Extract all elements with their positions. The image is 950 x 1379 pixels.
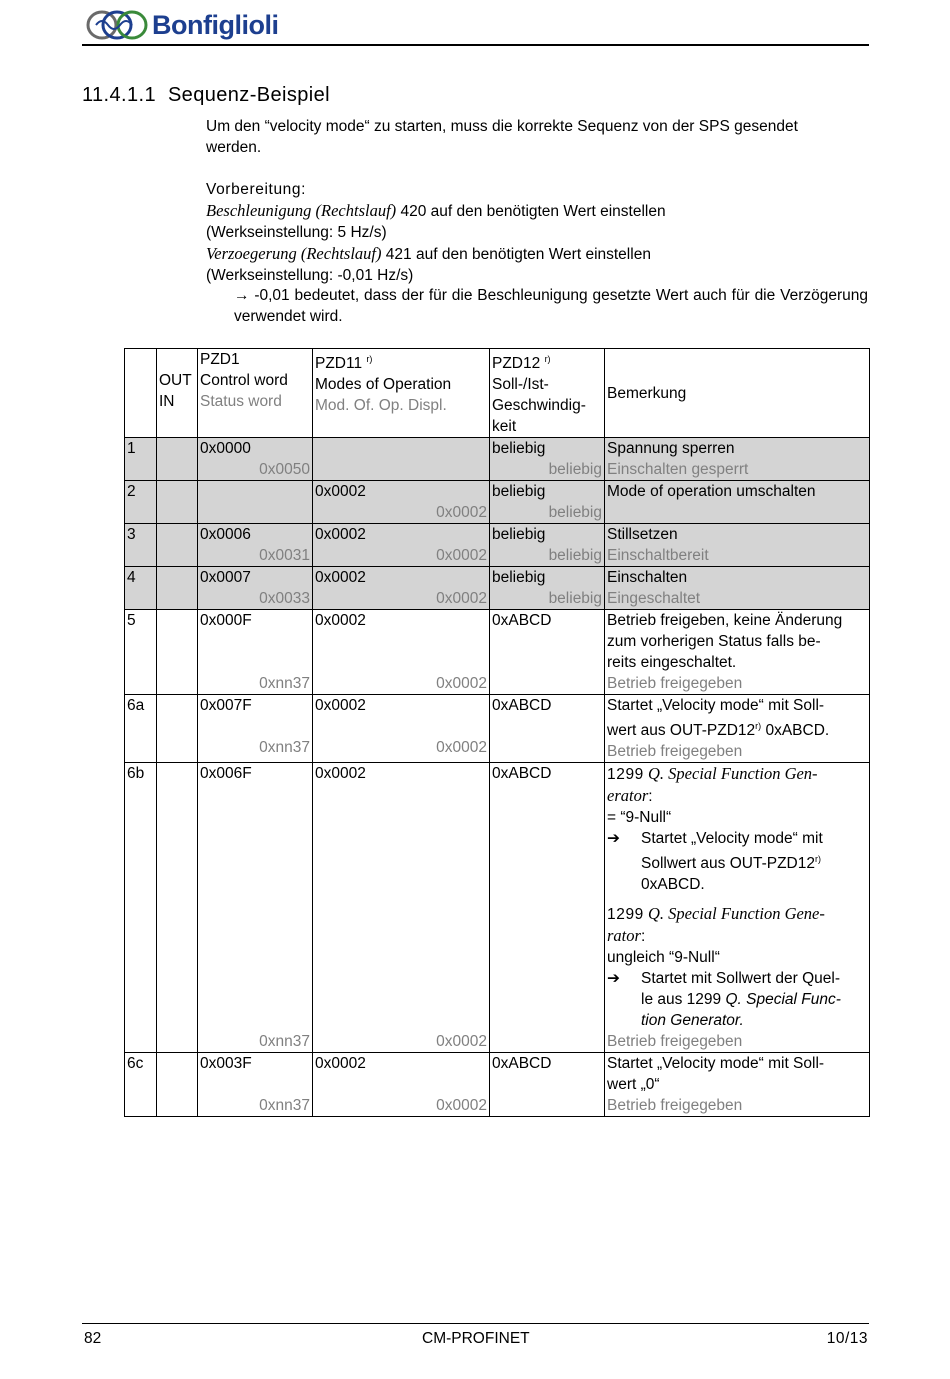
bonfiglioli-emblem-icon [86, 8, 150, 42]
param-name-1299[interactable]: Q. Special Function Gen- [643, 764, 818, 784]
arrow-right-icon: → [234, 287, 250, 304]
preparation-param-421: Verzoegerung (Rechtslauf) 421 auf den benötigten Wert einstellen [206, 244, 651, 263]
preparation-note [234, 285, 868, 327]
document-name: CM-PROFINET [422, 1330, 530, 1347]
intro-line-1: Um den “velocity mode“ zu starten, muss die korrekte Sequenz von der SPS gesendet [206, 118, 798, 135]
param-name-1299-b[interactable]: Q. Special Function Gene- [643, 904, 825, 924]
param-name-420[interactable]: Beschleunigung (Rechtslauf) [206, 201, 397, 220]
header-step [125, 349, 157, 438]
header-rule [82, 44, 869, 46]
table-row: 6b 0x006F 0xnn37 0x0002 0x0002 0xABCD 1299 Q. Special Function Gen- erator: = “9-Null“ ➔ Startet „Velocity mode“ mit Sollwert aus OUT-PZD12$^{r)}$ 0xABCD. 1299 Q. Special Function Gene- rator: ungleich “9-Null“ ➔ Startet mit Sollwert der Quel- le aus 1299 Q. Special Func- tion Generator. Betrieb freigegeben [125, 763, 870, 1053]
preparation-note-text: -0,01 bedeutet, dass der für die Beschleunigung gesetzte Wert auch für die Verzögerung verwendet wird. [234, 287, 868, 325]
preparation-heading: Vorbereitung: [206, 181, 307, 198]
brand-logo [86, 8, 306, 44]
table-row: 6c 0x003F 0xnn37 0x0002 0x0002 0xABCD Startet „Velocity mode“ mit Soll- wert „0“ Betrieb freigegeben [125, 1053, 870, 1117]
preparation-default-420: (Werkseinstellung: 5 Hz/s) [206, 224, 387, 241]
header-remark: Bemerkung [605, 349, 870, 438]
page-number: 82 [84, 1330, 102, 1347]
preparation-default-421: (Werkseinstellung: -0,01 Hz/s) [206, 267, 414, 284]
table-row: 5 0x000F 0xnn37 0x0002 0x0002 0xABCD Betrieb freigeben, keine Änderung zum vorherigen Status falls be- reits eingeschaltet. Betrieb freigegeben [125, 610, 870, 695]
section-heading [82, 84, 330, 107]
section-number: 11.4.1.1 [82, 84, 157, 106]
sequence-table [124, 348, 870, 1117]
intro-line-2: werden. [206, 139, 262, 156]
preparation-param-420: Beschleunigung (Rechtslauf) 420 auf den benötigten Wert einstellen [206, 201, 666, 220]
preparation-block [206, 179, 868, 286]
header-pzd1: PZD1 Control word Status word [198, 349, 313, 438]
bullet-arrow-icon: ➔ [607, 830, 620, 848]
header-pzd11: PZD11 $^{r)}$ Modes of Operation Mod. Of. Op. Displ. [313, 349, 490, 438]
table-row: 4 0x0007 0x0033 0x0002 0x0002 beliebig beliebig Einschalten Eingeschaltet [125, 567, 870, 610]
header-direction: OUT IN [157, 349, 198, 438]
bullet-arrow-icon: ➔ [607, 970, 620, 988]
table-row: 2 0x0002 0x0002 beliebig beliebig Mode of operation umschalten [125, 481, 870, 524]
brand-name: Bonfiglioli [152, 10, 279, 40]
header-pzd12: PZD12 $^{r)}$ Soll-/Ist- Geschwindig- keit [490, 349, 605, 438]
param-name-421[interactable]: Verzoegerung (Rechtslauf) [206, 244, 382, 263]
table-row: 3 0x0006 0x0031 0x0002 0x0002 beliebig beliebig Stillsetzen Einschaltbereit [125, 524, 870, 567]
table-header-row [125, 349, 870, 438]
table-row: 1 0x0000 0x0050 beliebig beliebig Spannung sperren Einschalten gesperrt [125, 438, 870, 481]
intro-paragraph [206, 116, 868, 158]
section-title: Sequenz-Beispiel [167, 84, 330, 106]
table-row: 6a 0x007F 0xnn37 0x0002 0x0002 0xABCD Startet „Velocity mode“ mit Soll- wert aus OUT-PZD12$^{r)}$ 0xABCD. Betrieb freigegeben [125, 695, 870, 763]
footer-rule [82, 1323, 869, 1324]
document-version: 10/13 [826, 1330, 868, 1347]
